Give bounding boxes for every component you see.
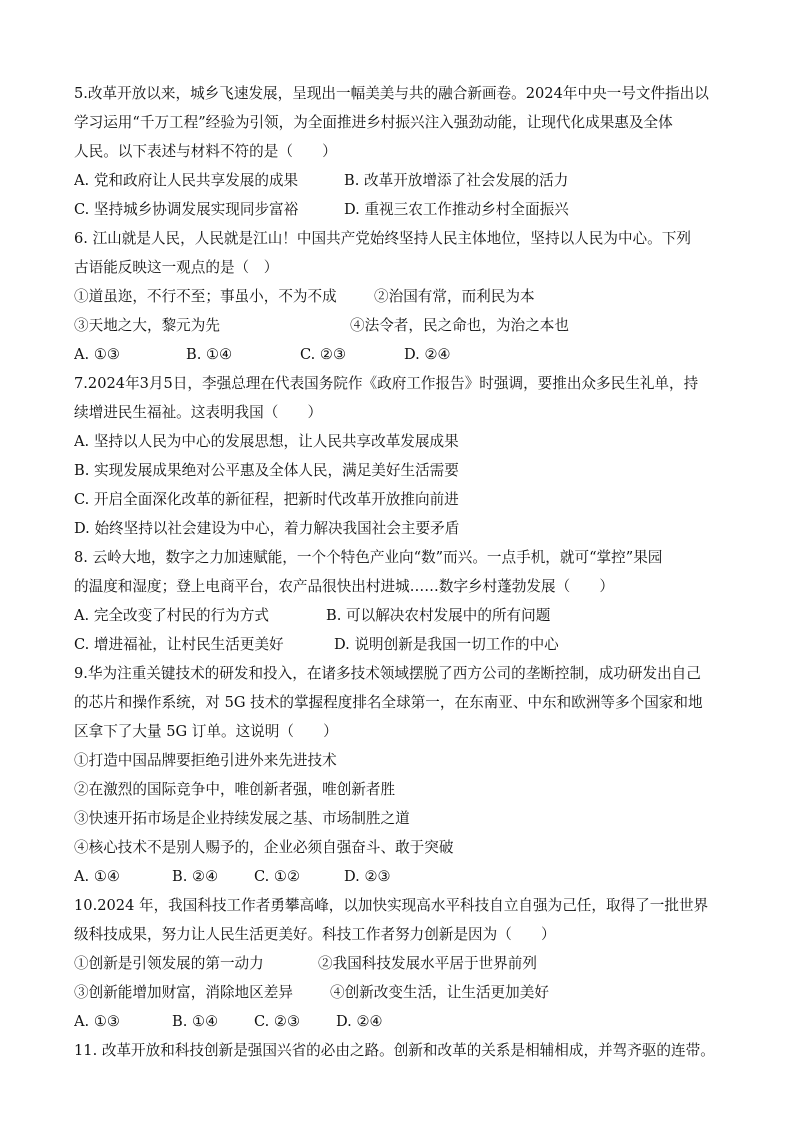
q5-stem-line-3: 人民。以下表述与材料不符的是（ ） [74, 143, 337, 160]
q10-option-b: B. ①④ [172, 1013, 219, 1030]
q6-statement-row-1 [74, 282, 734, 311]
q10-stem-line-1: 10.2024 年，我国科技工作者勇攀高峰，以加快实现高水平科技自立自强为己任，取得了一批世界 [74, 897, 709, 914]
q6-stem-line-2: 古语能反映这一观点的是（ ） [74, 259, 279, 276]
q6-option-b: B. ①④ [186, 346, 233, 363]
q7-stem-line-2: 续增进民生福祉。这表明我国（ ） [74, 404, 323, 421]
q6-stem-line-1: 6. 江山就是人民，人民就是江山！中国共产党始终坚持人民主体地位，坚持以人民为中心。下列 [74, 230, 691, 247]
q10-statement-2: ②我国科技发展水平居于世界前列 [318, 955, 537, 972]
q9-statement-1: ①打造中国品牌要拒绝引进外来先进技术 [74, 752, 337, 769]
q8-option-row-1 [74, 601, 734, 630]
q9-statement-3: ③快速开拓市场是企业持续发展之基、市场制胜之道 [74, 810, 410, 827]
q8-option-a: A. 完全改变了村民的行为方式 [74, 607, 269, 624]
q9-option-b: B. ②④ [172, 868, 219, 885]
q9-option-c: C. ①② [254, 868, 301, 885]
q5-option-row-2 [74, 195, 734, 224]
q10-statement-1: ①创新是引领发展的第一动力 [74, 955, 264, 972]
q9-statement-4: ④核心技术不是别人赐予的，企业必须自强奋斗、敢于突破 [74, 839, 454, 856]
q5-option-row-1 [74, 166, 734, 195]
q7-option-b: B. 实现发展成果绝对公平惠及全体人民，满足美好生活需要 [74, 462, 459, 479]
q10-statement-3: ③创新能增加财富，消除地区差异 [74, 984, 293, 1001]
q5-option-d: D. 重视三农工作推动乡村全面振兴 [344, 201, 569, 218]
exam-page [74, 79, 734, 1065]
q11-stem-line-1: 11. 改革开放和科技创新是强国兴省的必由之路。创新和改革的关系是相辅相成，并驾齐驱的连带。 [74, 1042, 715, 1059]
q9-stem-line-3: 区拿下了大量 5G 订单。这说明（ ） [74, 723, 338, 740]
q9-option-a: A. ①④ [74, 868, 120, 885]
q8-option-d: D. 说明创新是我国一切工作的中心 [334, 636, 559, 653]
q6-option-c: C. ②③ [300, 346, 347, 363]
q10-statement-row-1 [74, 949, 734, 978]
q6-statement-4: ④法令者，民之命也，为治之本也 [350, 317, 569, 334]
q5-stem-line-2: 学习运用“千万工程”经验为引领，为全面推进乡村振兴注入强劲动能，让现代化成果惠及全体 [74, 114, 673, 131]
q7-option-c: C. 开启全面深化改革的新征程，把新时代改革开放推向前进 [74, 491, 459, 508]
q7-option-d: D. 始终坚持以社会建设为中心，着力解决我国社会主要矛盾 [74, 520, 460, 537]
q9-options [74, 862, 734, 891]
q10-option-c: C. ②③ [254, 1013, 301, 1030]
q6-options [74, 340, 734, 369]
q10-statement-4: ④创新改变生活，让生活更加美好 [330, 984, 549, 1001]
q8-stem-line-2: 的温度和湿度；登上电商平台，农产品很快出村进城……数字乡村蓬勃发展（ ） [74, 578, 614, 595]
q10-statement-row-2 [74, 978, 734, 1007]
q6-statement-row-2 [74, 311, 734, 340]
q8-option-row-2 [74, 630, 734, 659]
q6-statement-2: ②治国有常，而利民为本 [374, 288, 535, 305]
q7-option-a: A. 坚持以人民为中心的发展思想，让人民共享改革发展成果 [74, 433, 459, 450]
q8-option-b: B. 可以解决农村发展中的所有问题 [326, 607, 551, 624]
q9-option-d: D. ②③ [344, 868, 391, 885]
q10-stem-line-2: 级科技成果，努力让人民生活更美好。科技工作者努力创新是因为（ ） [74, 926, 556, 943]
q9-stem-line-1: 9.华为注重关键技术的研发和投入，在诸多技术领域摆脱了西方公司的垄断控制，成功研发出自己 [74, 665, 701, 682]
q9-stem-line-2: 的芯片和操作系统，对 5G 技术的掌握程度排名全球第一，在东南亚、中东和欧洲等多个国家和地 [74, 694, 703, 711]
q5-option-c: C. 坚持城乡协调发展实现同步富裕 [74, 201, 299, 218]
q6-option-d: D. ②④ [404, 346, 451, 363]
q7-stem-line-1: 7.2024年3月5日，李强总理在代表国务院作《政府工作报告》时强调，要推出众多民生礼单，持 [74, 375, 699, 392]
q5-option-a: A. 党和政府让人民共享发展的成果 [74, 172, 299, 189]
q8-stem-line-1: 8. 云岭大地，数字之力加速赋能，一个个特色产业向“数”而兴。一点手机，就可“掌控”果园 [74, 549, 663, 566]
q5-stem-line-1: 5.改革开放以来，城乡飞速发展，呈现出一幅美美与共的融合新画卷。2024年中央一号文件指出以 [74, 85, 709, 102]
q8-option-c: C. 增进福祉，让村民生活更美好 [74, 636, 284, 653]
q10-option-d: D. ②④ [336, 1013, 383, 1030]
q6-statement-3: ③天地之大，黎元为先 [74, 317, 220, 334]
q10-option-a: A. ①③ [74, 1013, 120, 1030]
q6-option-a: A. ①③ [74, 346, 120, 363]
q5-option-b: B. 改革开放增添了社会发展的活力 [344, 172, 569, 189]
q6-statement-1: ①道虽迩，不行不至；事虽小，不为不成 [74, 288, 337, 305]
q9-statement-2: ②在激烈的国际竞争中，唯创新者强，唯创新者胜 [74, 781, 396, 798]
q10-options [74, 1007, 734, 1036]
